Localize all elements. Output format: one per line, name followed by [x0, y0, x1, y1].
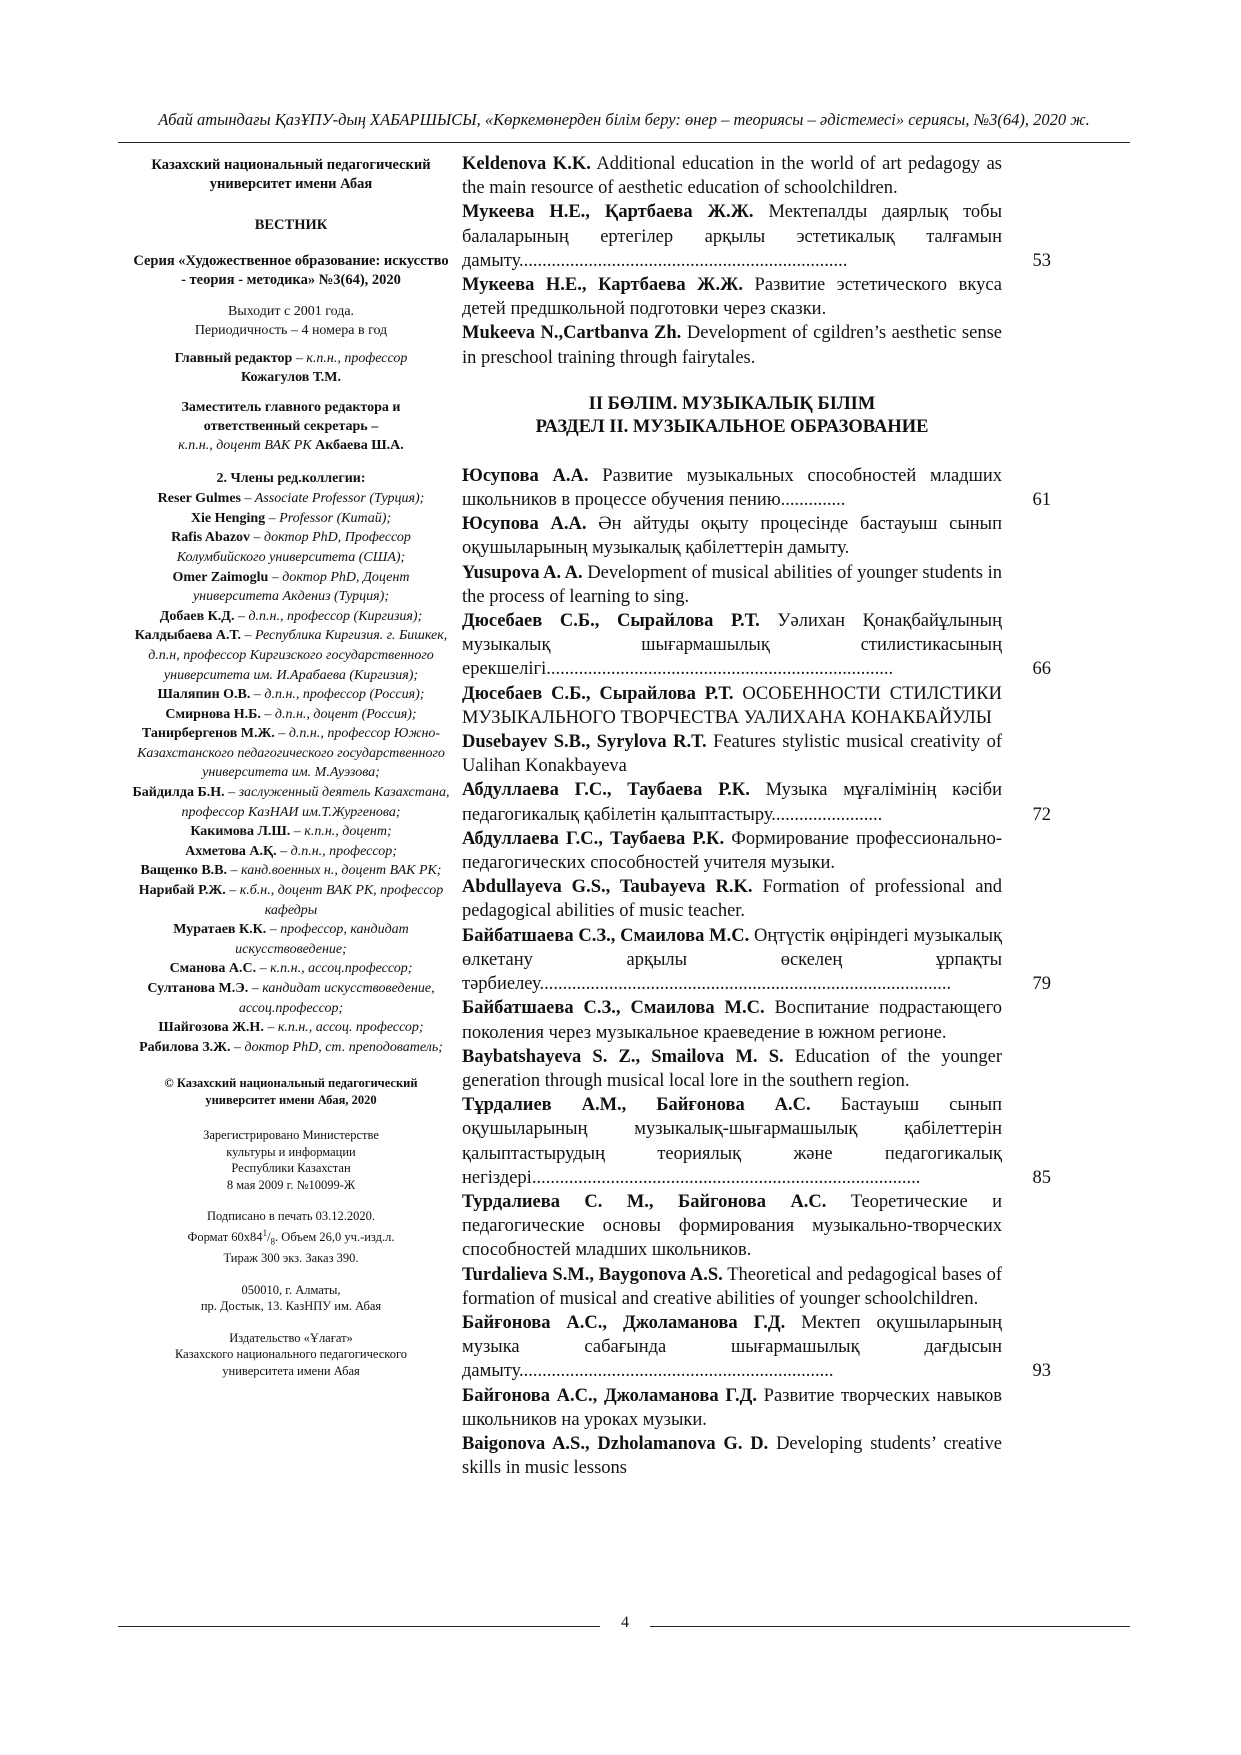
entry-title: Теоретические и педагогические основы формирования музыкально-творческих способностей младших школьников.	[462, 1191, 1002, 1261]
toc-entry	[462, 1190, 1002, 1263]
entry-leader-dots: ..............	[780, 490, 846, 511]
entry-title: Развитие эстетического вкуса детей предшкольной подготовки через сказки.	[462, 275, 1002, 320]
footer-rule-left	[118, 1626, 600, 1627]
entry-title: Development of cgildren’s aesthetic sense in preschool training through fairytales.	[462, 323, 1002, 368]
entry-authors: Мукеева Н.Е., Қартбаева Ж.Ж.	[462, 202, 754, 223]
print-info: Подписано в печать 03.12.2020. Формат $60х84^1/_8$. Объем 26,0 уч.-изд.л. Тираж 300 экз. Заказ 390.	[132, 1208, 450, 1266]
entry-title: Education of the younger generation through musical local lore in the southern region.	[462, 1046, 1002, 1091]
board-member: Ахметова А.Қ. – д.п.н., профессор;	[185, 843, 397, 859]
journal-title: ВЕСТНИК	[254, 217, 328, 233]
toc-entry	[462, 996, 1002, 1044]
entry-authors: Юсупова А.А.	[462, 465, 589, 486]
toc-group-1	[462, 152, 1050, 370]
board-member: Нарибай Р.Ж. – к.б.н., доцент ВАК РК, профессор кафедры	[138, 883, 444, 918]
entry-authors: Абдуллаева Г.С., Таубаева Р.К.	[462, 828, 725, 849]
format-line: Формат $60х84^1/_8$. Объем 26,0 уч.-изд.л.	[187, 1227, 395, 1247]
toc-entry	[462, 273, 1002, 321]
entry-leader-dots: ...........................................................................	[546, 659, 894, 680]
board-member: Шайгозова Ж.Н. – к.п.н., ассоц. профессор;	[158, 1020, 424, 1036]
entry-title: Additional education in the world of art pedagogy as the main resource of aesthetic education of schoolchildren.	[462, 154, 1002, 199]
editor-degree: – к.п.н., профессор	[292, 351, 408, 367]
entry-authors: Юсупова А.А.	[462, 514, 587, 535]
board-member: Байдилда Б.Н. – заслуженный деятель Казахстана, профессор КазНАИ им.Т.Жургенова;	[132, 785, 450, 820]
copyright: © Казахский национальный педагогический университет имени Абая, 2020	[164, 1076, 418, 1108]
address: 050010, г. Алматы, пр. Достык, 13. КазНПУ им. Абая	[200, 1282, 382, 1314]
entry-title: Воспитание подрастающего поколения через музыкальное краеведение в южном регионе.	[462, 998, 1002, 1043]
university-name: Казахский национальный педагогический университет имени Абая	[151, 157, 431, 192]
entry-title: Развитие музыкальных способностей младших школьников в процессе обучения пению	[462, 465, 1002, 511]
entry-authors: Байгонова А.С., Джоламанова Г.Д.	[462, 1385, 757, 1406]
toc-entry	[462, 200, 1051, 273]
entry-authors: Байғонова А.С., Джоламанова Г.Д.	[462, 1312, 786, 1333]
board-member: Султанова М.Э. – кандидат искусствоведение, ассоц.профессор;	[147, 981, 435, 1016]
board-member: Сманова А.С. – к.п.н., ассоц.профессор;	[169, 961, 413, 977]
toc-entry	[462, 1384, 1002, 1432]
board-member: Танирбергенов М.Ж. – д.п.н., профессор Южно-Казахстанского педагогического государственного университета им. М.Ауэзова;	[137, 726, 445, 781]
entry-page-number: 66	[1032, 659, 1051, 680]
frequency: Периодичность – 4 номера в год	[194, 322, 388, 338]
entry-title: Мектепалды даярлық тобы балаларының ертегілер арқылы эстетикалық талғамын дамыту	[462, 202, 1002, 271]
publisher: Издательство «Ұлағат» Казахского национального педагогического университета имени Абая	[174, 1330, 408, 1378]
journal-info-sidebar	[132, 156, 450, 1394]
entry-leader-dots: ....................................................................	[519, 1361, 834, 1382]
header-rule	[118, 142, 1130, 143]
toc-entry	[462, 682, 1002, 730]
board-member: Rafis Abazov – доктор PhD, Профессор Колумбийского университета (США);	[171, 530, 411, 565]
entry-page-number: 53	[1032, 250, 1051, 271]
since-year: Выходит с 2001 года.	[227, 303, 355, 319]
toc-entry	[462, 561, 1002, 609]
entry-page-number: 93	[1032, 1361, 1051, 1382]
entry-authors: Дюсебаев С.Б., Сырайлова Р.Т.	[462, 683, 734, 704]
table-of-contents	[462, 152, 1050, 1480]
entry-title: Development of musical abilities of younger students in the process of learning to sing.	[462, 562, 1002, 607]
chief-editor	[132, 350, 450, 369]
entry-title: Музыка мұғалімінің кәсіби педагогикалық қабілетін қалыптастыру	[462, 780, 1002, 825]
entry-title: Developing students’ creative skills in music lessons	[462, 1433, 1002, 1479]
entry-title: Мектеп оқушыларының музыка сабағында шығармашылық дағдысын дамыту	[462, 1312, 1003, 1382]
toc-entry	[462, 464, 1051, 512]
entry-leader-dots: ........................	[771, 804, 883, 825]
board-member: Xie Henging – Professor (Китай);	[190, 510, 392, 526]
entry-title: Formation of professional and pedagogical abilities of music teacher.	[462, 877, 1002, 922]
toc-entry	[462, 512, 1002, 560]
toc-group-2	[462, 464, 1050, 1481]
entry-title: Ән айтуды оқыту процесінде бастауыш сынып оқушыларының музыкалық қабілеттерін дамыту.	[462, 514, 1002, 559]
board-member: Ващенко В.В. – канд.военных н., доцент ВАК РК;	[140, 863, 442, 879]
entry-authors: Mukeeva N.,Cartbanva Zh.	[462, 323, 682, 344]
entry-authors: Байбатшаева С.З., Смаилова М.С.	[462, 925, 750, 946]
toc-entry	[462, 1093, 1051, 1190]
editor-name: Кожагулов Т.М.	[241, 370, 341, 386]
editorial-board-list	[132, 489, 450, 1057]
toc-entry	[462, 152, 1002, 200]
board-member: Добаев К.Д. – д.п.н., профессор (Киргизия);	[159, 608, 423, 624]
board-member: Шаляпин О.В. – д.п.н., профессор (Россия);	[157, 687, 425, 703]
toc-entry	[462, 875, 1002, 923]
entry-authors: Dusebayev S.B., Syrylova R.T.	[462, 732, 707, 753]
board-member: Рабилова З.Ж. – доктор PhD, ст. преподователь;	[139, 1039, 443, 1055]
toc-entry	[462, 827, 1002, 875]
toc-entry	[462, 1263, 1002, 1311]
entry-title: ОСОБЕННОСТИ СТИЛСТИКИ МУЗЫКАЛЬНОГО ТВОРЧЕСТВА УАЛИХАНА КОНАКБАЙУЛЫ	[462, 683, 1002, 728]
entry-title: Features stylistic musical creativity of Ualihan Konakbayeva	[462, 732, 1002, 777]
entry-leader-dots: ....................................................................................	[531, 1167, 921, 1188]
entry-title: Оңтүстік өңіріндегі музыкалық өлкетану арқылы өскелең ұрпақты тәрбиелеу	[462, 925, 1002, 995]
entry-title: Бастауыш сынып оқушыларының музыкалық-шығармашылық қабілеттерін қалыптастырудың теориялық және педагогикалық негіздері	[462, 1095, 1002, 1188]
entry-title: Формирование профессионально-педагогических способностей учителя музыки.	[462, 828, 1002, 874]
section-title-kz: II БӨЛІМ. МУЗЫКАЛЫҚ БІЛІМ	[588, 393, 876, 414]
toc-entry	[462, 321, 1002, 369]
entry-title: Развитие творческих навыков школьников на уроках музыки.	[462, 1385, 1002, 1430]
toc-entry	[462, 609, 1051, 682]
entry-authors: Baybatshayeva S. Z., Smailova M. S.	[462, 1046, 784, 1067]
entry-authors: Abdullayeva G.S., Taubayeva R.K.	[462, 877, 753, 898]
section-title	[462, 393, 1002, 439]
footer-rule-right	[650, 1626, 1130, 1627]
entry-authors: Мукеева Н.Е., Картбаева Ж.Ж.	[462, 275, 743, 296]
running-header: Абай атындағы ҚазҰПУ-дың ХАБАРШЫСЫ, «Көркемөнерден білім беру: өнер – теориясы – әдістемесі» сериясы, №3(64), 2020 ж.	[158, 110, 1090, 129]
section-title-ru: РАЗДЕЛ II. МУЗЫКАЛЬНОЕ ОБРАЗОВАНИЕ	[535, 416, 929, 437]
registration: Зарегистрировано Министерстве культуры и информации Республики Казахстан 8 мая 2009 г. №10099-Ж	[203, 1128, 379, 1192]
deputy-name: Акбаева Ш.А.	[315, 437, 404, 453]
entry-page-number: 72	[1032, 804, 1051, 825]
toc-entry	[462, 1045, 1002, 1093]
toc-entry	[462, 1432, 1002, 1480]
board-member: Смирнова Н.Б. – д.п.н., доцент (Россия);	[165, 706, 417, 722]
entry-authors: Turdalieva S.M., Baygonova A.S.	[462, 1264, 723, 1285]
toc-entry	[462, 778, 1051, 826]
board-member: Omer Zaimoglu – доктор PhD, Доцент университета Акдениз (Турция);	[172, 569, 410, 605]
toc-entry	[462, 924, 1051, 997]
board-member: Reser Gulmes – Associate Professor (Турция);	[157, 491, 425, 507]
entry-title: Уәлихан Қонақбайұлының музыкалық шығармашылық стилистикасының ерекшелігі	[462, 611, 1002, 680]
entry-authors: Абдуллаева Г.С., Таубаева Р.К.	[462, 780, 750, 801]
entry-page-number: 85	[1032, 1167, 1051, 1188]
editor-role: Главный редактор	[174, 351, 293, 367]
deputy-editor	[132, 399, 450, 455]
entry-authors: Дюсебаев С.Б., Сырайлова Р.Т.	[462, 611, 760, 632]
entry-authors: Baigonova A.S., Dzholamanova G. D.	[462, 1433, 769, 1454]
entry-authors: Байбатшаева С.З., Смаилова М.С.	[462, 998, 765, 1019]
board-title: 2. Члены ред.коллегии:	[216, 471, 366, 487]
deputy-degree: к.п.н., доцент ВАК РК	[178, 437, 316, 453]
board-member: Калдыбаева А.Т. – Республика Киргизия. г. Бишкек, д.п.н, профессор Киргизского государственного университета им. И.Арабаева (Киргизия);	[134, 628, 448, 683]
entry-authors: Тұрдалиев А.М., Байғонова А.С.	[462, 1095, 811, 1116]
deputy-role: Заместитель главного редактора и ответственный секретарь –	[181, 399, 401, 434]
entry-leader-dots: .......................................................................	[519, 250, 848, 271]
entry-page-number: 79	[1032, 974, 1051, 995]
series-name: Серия «Художественное образование: искусство - теория - методика» №3(64), 2020	[133, 252, 449, 288]
toc-entry	[462, 1311, 1051, 1384]
entry-leader-dots: .........................................................................................	[539, 974, 952, 995]
entry-page-number: 61	[1032, 490, 1051, 511]
entry-title: Theoretical and pedagogical bases of formation of musical and creative abilities of younger schoolchildren.	[462, 1264, 1002, 1309]
board-member: Какимова Л.Ш. – к.п.н., доцент;	[190, 824, 392, 840]
board-member: Муратаев К.К. – профессор, кандидат искусствоведение;	[173, 922, 409, 957]
entry-authors: Турдалиева С. М., Байгонова А.С.	[462, 1191, 827, 1212]
toc-entry	[462, 730, 1002, 778]
page-number: 4	[621, 1614, 629, 1631]
entry-authors: Keldenova K.K.	[462, 154, 591, 174]
entry-authors: Yusupova A. A.	[462, 562, 583, 583]
